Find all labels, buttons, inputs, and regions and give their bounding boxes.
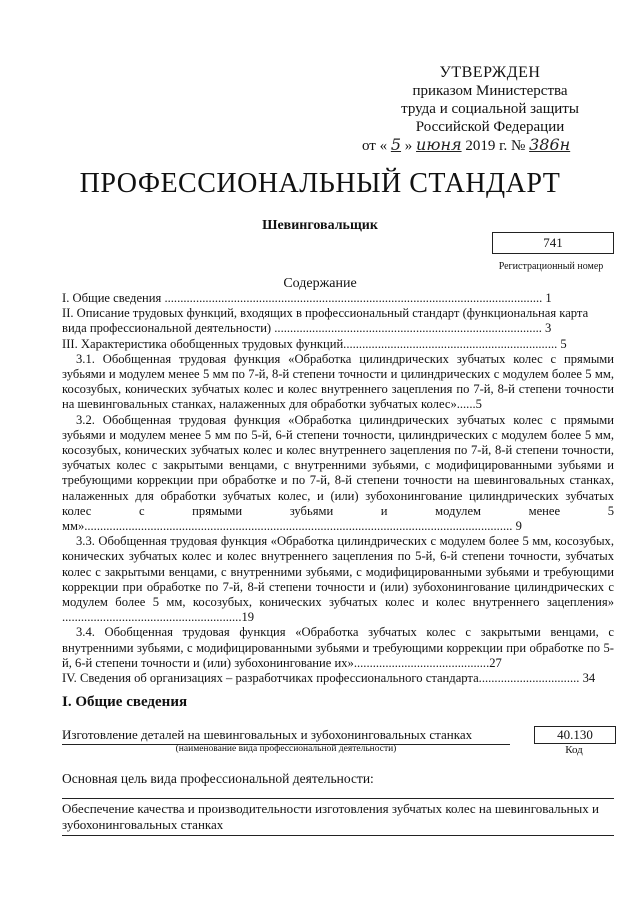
toc-item[interactable]: IV. Сведения об организациях – разработчиках профессионального стандарта................................ 34 <box>62 671 596 686</box>
toc-subitem[interactable]: 3.3. Обобщенная трудовая функция «Обработка цилиндрических с модулем более 5 мм, косозубых, конических зубчатых колес и колес внутреннего зацепления по 5-й, 6-й степени точности, зубчатых колес с закрытыми венцами, с внутренними зубьями, с модифицированными зубьями и требующими коррекции при обработке по 7-й, 8-й степени точности и (или) зубохонингование цилиндрических с модулем более 5 мм, косозубых, конических зубчатых колес и колес внутреннего зацепления» .........................................................19 <box>62 534 614 625</box>
approval-date-line <box>360 136 620 155</box>
toc-subitem[interactable]: 3.1. Обобщенная трудовая функция «Обработка цилиндрических зубчатых колес с прямыми зубьями и модулем менее 5 мм по 7-й, 8-й степени точности и цилиндрических с модулем более 5 мм, косозубых, конических зубчатых колес и колес внутреннего зацепления по 7-й, 8-й степени точности на шевинговальных станках, налаженных для обработки зубчатых колес»......5 <box>62 351 614 412</box>
activity-kind: Изготовление деталей на шевинговальных и зубохонинговальных станках <box>62 727 510 745</box>
profession-name: Шевинговальщик <box>262 218 378 233</box>
section-heading: I. Общие сведения <box>62 694 188 710</box>
approval-line: приказом Министерства <box>412 83 568 99</box>
approval-line: Российской Федерации <box>415 119 565 135</box>
handwritten-order-number: 386н <box>529 135 571 154</box>
toc-item[interactable]: I. Общие сведения ........................................................................................................................ 1 <box>62 291 552 305</box>
toc-subitem[interactable]: 3.4. Обобщенная трудовая функция «Обработка зубчатых колес с закрытыми венцами, с внутренними зубьями, с модифицированными зубьями и требующими коррекции при обработке по 5-й, 6-й степени точности и (или) зубохонингование их»...........................................27 <box>62 625 614 670</box>
handwritten-month: июня <box>416 135 462 154</box>
activity-code-box: 40.130 <box>534 726 616 744</box>
date-mid: » <box>404 138 413 154</box>
registration-number-label: Регистрационный номер <box>498 261 604 272</box>
approval-title: УТВЕРЖДЕН <box>439 64 541 81</box>
registration-number-box: 741 <box>492 232 614 254</box>
activity-kind-caption: (наименование вида профессиональной деятельности) <box>175 744 397 754</box>
approval-block <box>360 64 620 155</box>
goal-text: Обеспечение качества и производительности изготовления зубчатых колес на шевинговальных и зубохонинговальных станках <box>62 798 614 836</box>
toc-title: Содержание <box>283 276 357 291</box>
date-year: 2019 г. № <box>465 138 526 154</box>
table-of-contents <box>62 291 614 686</box>
approval-line: труда и социальной защиты <box>401 101 579 117</box>
toc-item[interactable]: III. Характеристика обобщенных трудовых функций.................................................................... 5 <box>62 336 567 351</box>
toc-subitem[interactable]: 3.2. Обобщенная трудовая функция «Обработка цилиндрических зубчатых колес с прямыми зубьями и модулем менее 5 мм по 5-й, 6-й степени точности, цилиндрических с модулем более 5 мм, косозубых, конических зубчатых колес и колес внутреннего зацепления по 7-й, 8-й степени точности, зубчатых колес с закрытыми венцами, с внутренними зубьями, с модифицированными зубьями и требующими коррекции при обработке и по 7-й, 8-й степени точности на шевинговальных станках, налаженных для обработки зубчатых колес, и (или) зубохонингование цилиндрических зубчатых колес с прямыми зубьями и модулем менее 5 мм»........................................................................................................................................ 9 <box>62 412 614 534</box>
activity-code-label: Код <box>565 744 583 756</box>
handwritten-day: 5 <box>390 135 402 154</box>
goal-label: Основная цель вида профессиональной деятельности: <box>62 771 374 786</box>
date-prefix: от « <box>362 138 388 154</box>
toc-item[interactable]: II. Описание трудовых функций, входящих в профессиональный стандарт (функциональная карта вида профессиональной деятельности) ..................................................................................... 3 <box>62 306 589 336</box>
standard-title: ПРОФЕССИОНАЛЬНЫЙ СТАНДАРТ <box>79 168 561 199</box>
